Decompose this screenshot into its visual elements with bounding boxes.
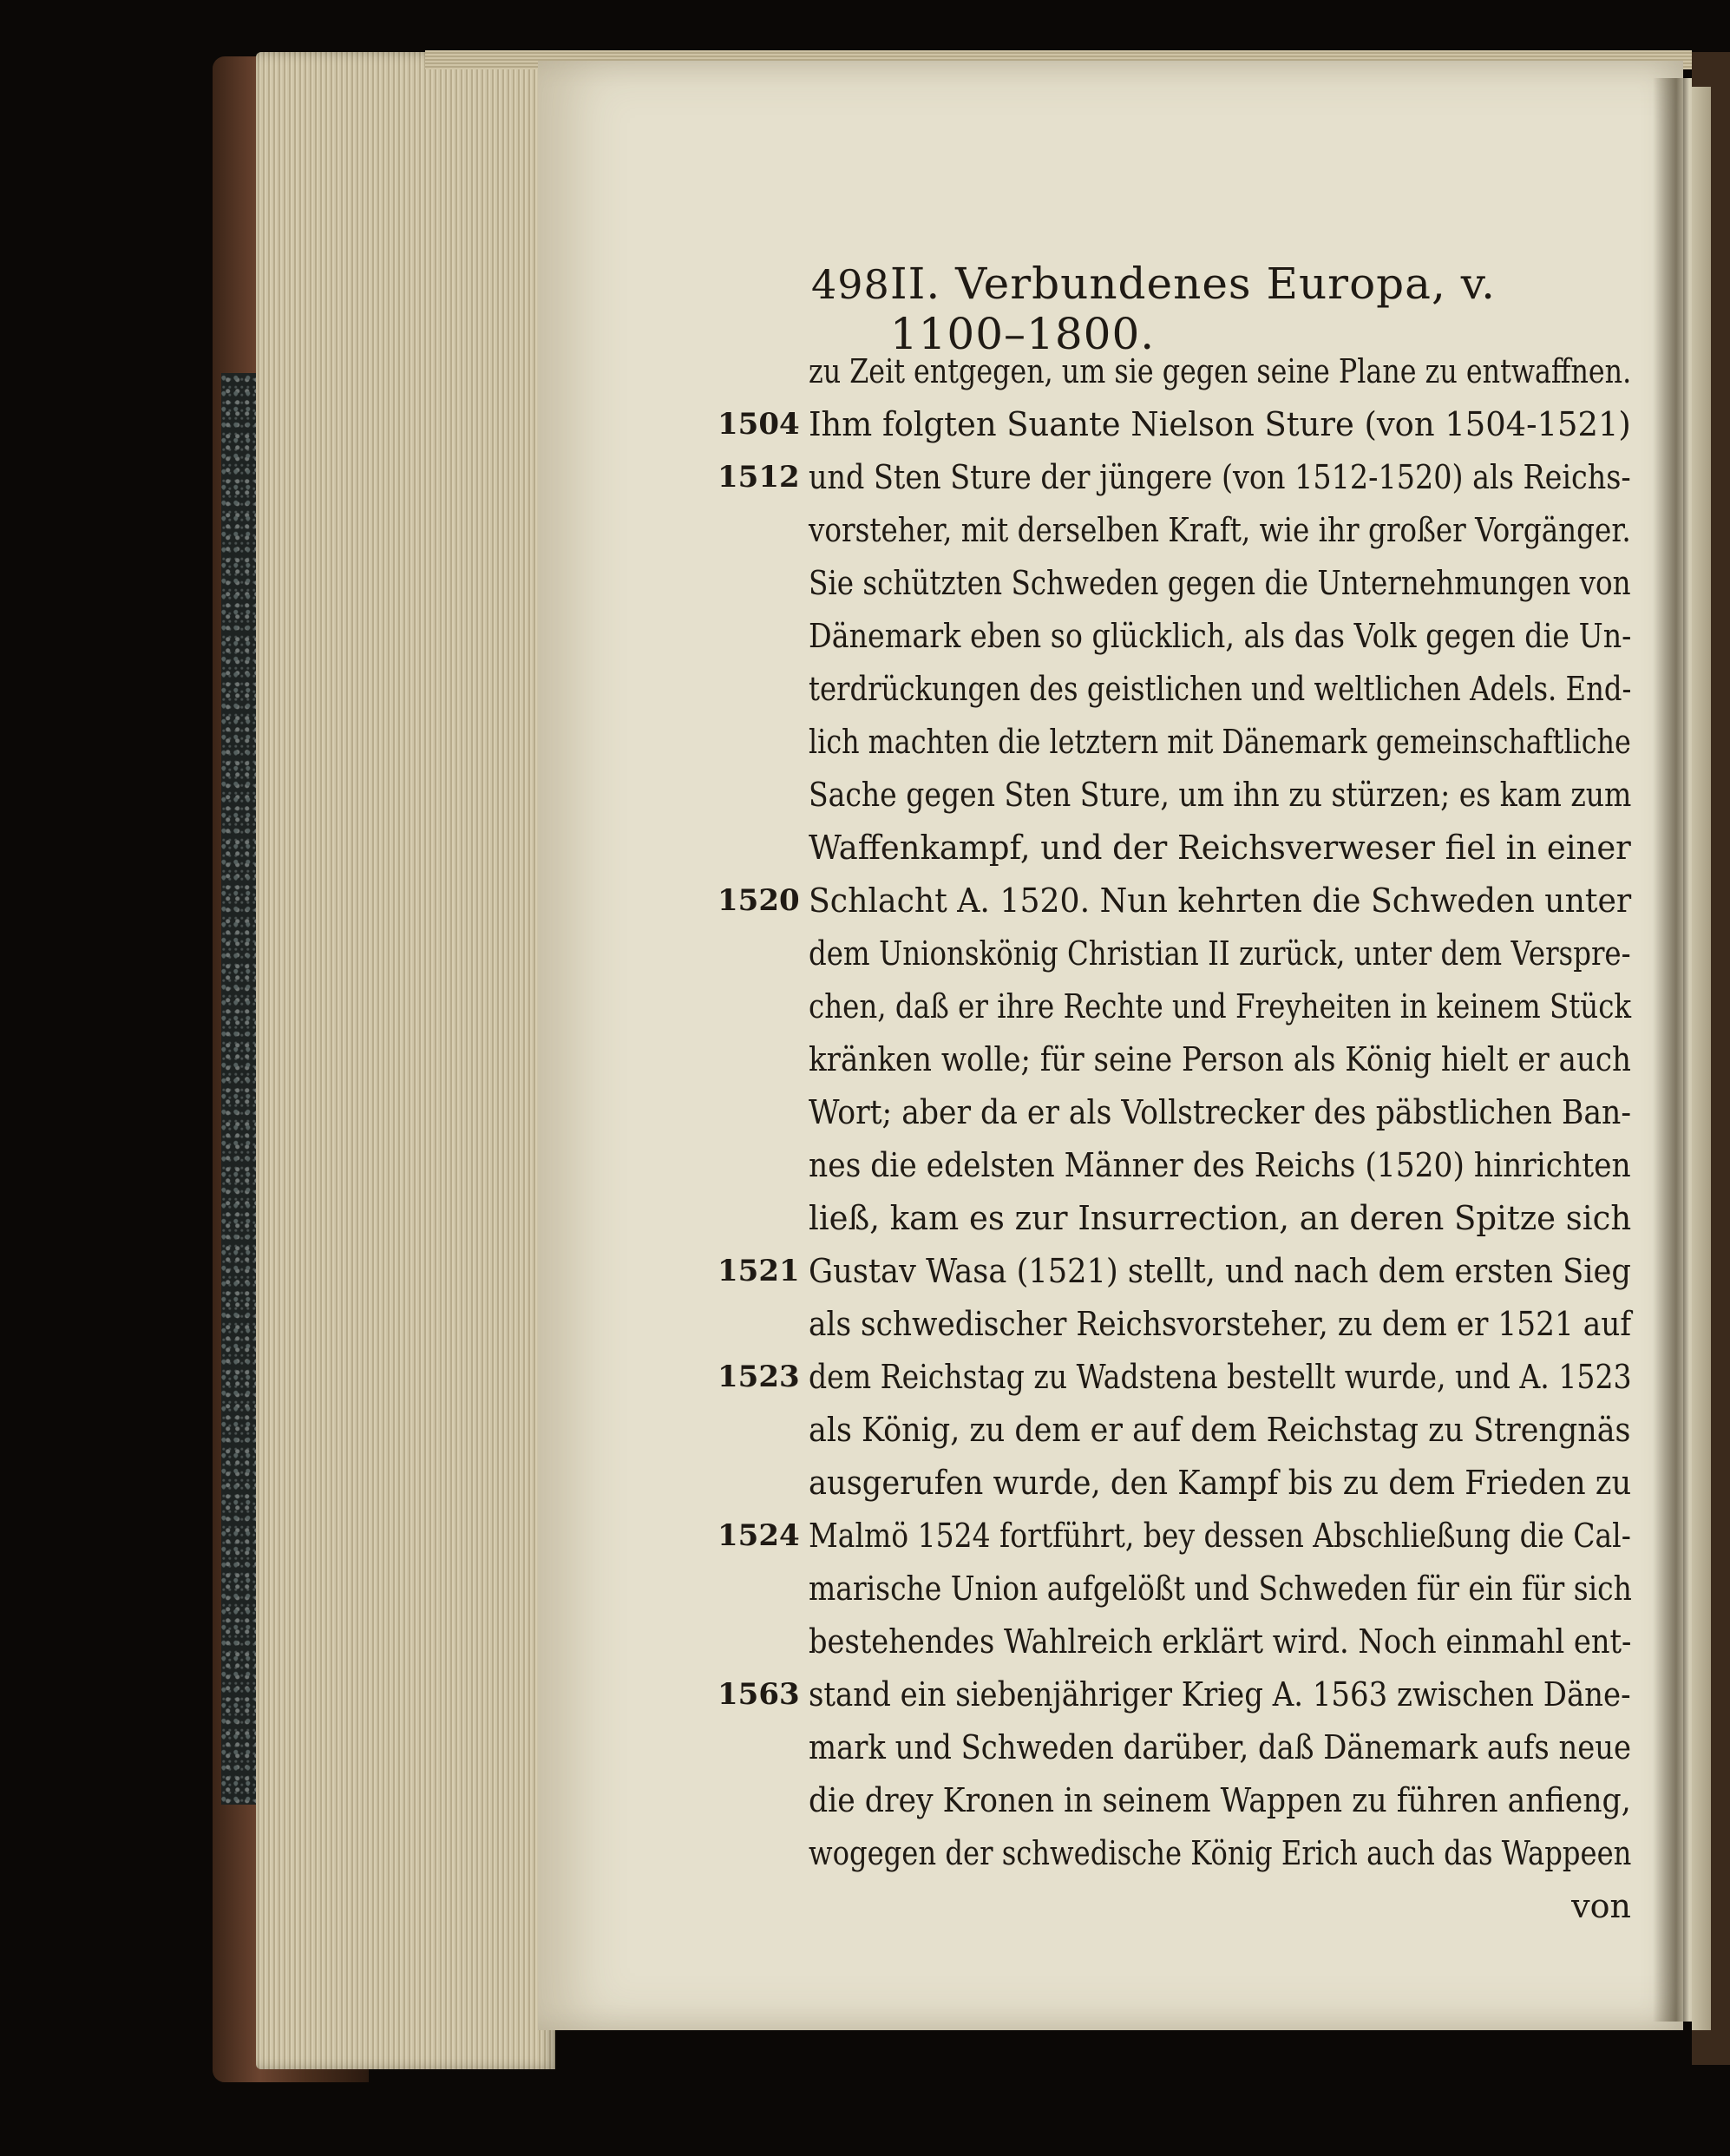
line-text: und Sten Sture der jüngere (von 1512-1520) als Reichs-	[809, 458, 1631, 496]
text-line	[809, 1086, 1631, 1139]
text-line	[718, 398, 1631, 451]
line-text: Gustav Wasa (1521) stellt, und nach dem ersten Sieg	[809, 1252, 1631, 1290]
text-line	[718, 1245, 1631, 1298]
line-text: Ihm folgten Suante Nielson Sture (von 1504-1521)	[809, 405, 1631, 443]
text-line	[809, 769, 1631, 822]
line-text: Schlacht A. 1520. Nun kehrten die Schweden unter	[809, 881, 1632, 920]
text-line	[809, 1404, 1631, 1457]
line-text: mark und Schweden darüber, daß Dänemark aufs neue	[809, 1728, 1632, 1766]
line-text: vorsteher, mit derselben Kraft, wie ihr großer Vorgänger.	[809, 511, 1631, 549]
line-text: ausgerufen wurde, den Kampf bis zu dem Frieden zu	[809, 1464, 1632, 1502]
line-text: als schwedischer Reichsvorsteher, zu dem er 1521 auf	[809, 1305, 1632, 1343]
line-text: ließ, kam es zur Insurrection, an deren Spitze sich	[809, 1199, 1632, 1237]
text-line	[809, 822, 1631, 875]
page-number: 498	[811, 261, 890, 308]
text-line	[809, 1298, 1631, 1351]
line-text: dem Unionskönig Christian II zurück, unter dem Verspre-	[809, 934, 1631, 973]
line-text: Dänemark eben so glücklich, als das Volk gegen die Un-	[809, 617, 1632, 655]
line-text: marische Union aufgelößt und Schweden für ein für sich	[809, 1569, 1632, 1608]
line-text: Wort; aber da er als Vollstrecker des päbstlichen Ban-	[809, 1093, 1632, 1131]
text-line	[809, 610, 1631, 663]
line-text: zu Zeit entgegen, um sie gegen seine Plane zu entwaffnen.	[809, 352, 1632, 390]
text-line	[809, 1827, 1631, 1880]
line-text: dem Reichstag zu Wadstena bestellt wurde, und A. 1523	[809, 1358, 1632, 1396]
body-text	[718, 345, 1632, 1933]
text-line	[809, 663, 1631, 716]
text-line	[809, 1033, 1631, 1086]
text-line	[718, 1510, 1631, 1563]
line-text: Waffenkampf, und der Reichsverweser fiel in einer	[809, 829, 1631, 867]
line-text: als König, zu dem er auf dem Reichstag zu Strengnäs	[809, 1411, 1631, 1449]
margin-year-note: 1524	[718, 1518, 800, 1553]
text-line	[718, 875, 1632, 927]
text-line	[809, 716, 1631, 769]
text-line	[809, 1615, 1631, 1668]
line-text: Sie schützten Schweden gegen die Unternehmungen von	[809, 564, 1631, 602]
line-text: Sache gegen Sten Sture, um ihn zu stürzen; es kam zum	[809, 776, 1632, 814]
page-edges	[256, 52, 555, 2069]
line-text: kränken wolle; für seine Person als König hielt er auch	[809, 1040, 1631, 1078]
text-line	[809, 1563, 1631, 1615]
running-title: II. Verbundenes Europa, v. 1100–1800.	[889, 259, 1496, 359]
text-line	[809, 1880, 1631, 1933]
line-text: bestehendes Wahlreich erklärt wird. Noch einmahl ent-	[809, 1622, 1632, 1661]
line-text: die drey Kronen in seinem Wappen zu führen anfieng,	[809, 1781, 1631, 1819]
text-line	[809, 980, 1631, 1033]
margin-year-note: 1563	[718, 1677, 800, 1712]
line-text: nes die edelsten Männer des Reichs (1520) hinrichten	[809, 1146, 1631, 1184]
text-line	[718, 1668, 1631, 1721]
line-text: von	[1571, 1887, 1631, 1925]
text-line	[809, 1192, 1631, 1245]
margin-year-note: 1521	[718, 1254, 800, 1288]
line-text: Malmö 1524 fortführt, bey dessen Abschließung die Cal-	[809, 1517, 1631, 1555]
line-text: stand ein siebenjähriger Krieg A. 1563 zwischen Däne-	[809, 1675, 1631, 1714]
text-line	[809, 557, 1631, 610]
text-line	[809, 1139, 1631, 1192]
opposite-page-edge	[1692, 52, 1730, 2065]
line-text: wogegen der schwedische König Erich auch das Wappeen	[809, 1834, 1632, 1872]
text-line	[809, 1457, 1631, 1510]
text-line	[809, 927, 1631, 980]
line-text: lich machten die letztern mit Dänemark gemeinschaftliche	[809, 723, 1631, 761]
margin-year-note: 1520	[718, 883, 800, 918]
margin-year-note: 1523	[718, 1360, 800, 1394]
text-line	[809, 504, 1631, 557]
margin-year-note: 1512	[718, 460, 800, 495]
running-header	[811, 259, 1622, 359]
text-line	[809, 1721, 1631, 1774]
margin-year-note: 1504	[718, 407, 800, 442]
text-line	[809, 345, 1631, 398]
text-line	[809, 1774, 1631, 1827]
line-text: chen, daß er ihre Rechte und Freyheiten in keinem Stück	[809, 987, 1632, 1026]
text-line	[718, 451, 1631, 504]
text-line	[718, 1351, 1632, 1404]
line-text: terdrückungen des geistlichen und weltlichen Adels. End-	[809, 670, 1632, 708]
